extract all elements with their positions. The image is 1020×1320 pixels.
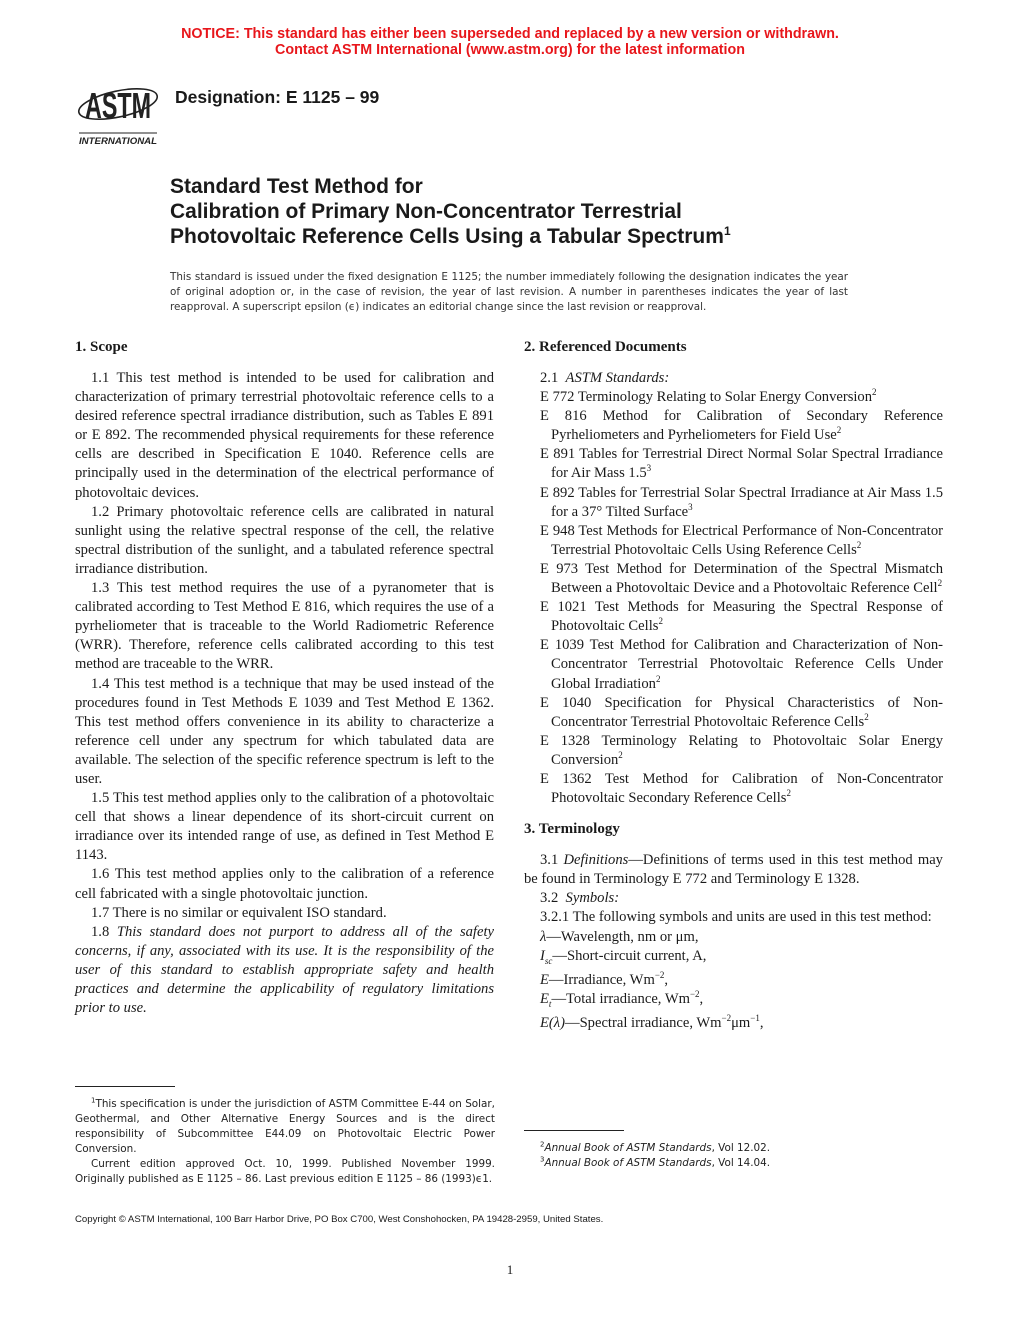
reference-text: E 1328 Terminology Relating to Photovoltaic Solar Energy Conversion — [540, 732, 943, 768]
reference-item — [524, 770, 943, 808]
paragraph-italic-text: This standard does not purport to address all of the safety concerns, if any, associated with its use. It is the responsibility of the user of this standard to establish appropriate safety and health practices and determine the applicability of regulatory limitations prior to use. — [75, 923, 494, 1017]
symbol: I — [540, 947, 545, 964]
reference-text: E 892 Tables for Terrestrial Solar Spectral Irradiance at Air Mass 1.5 for a 37° Tilted Surface — [540, 484, 943, 520]
reference-text: E 1040 Specification for Physical Characteristics of Non-Concentrator Terrestrial Photovoltaic Reference Cells — [540, 694, 943, 730]
reference-text: E 1021 Test Methods for Measuring the Spectral Response of Photovoltaic Cells — [540, 599, 943, 635]
scope-paragraph — [75, 865, 494, 903]
paragraph-text: This test method applies only to the calibration of a photovoltaic cell that shows a linear dependence of its short-circuit current on irradiance over its intended range of use, as defined in Test Method E 1143. — [75, 790, 494, 864]
reference-item — [524, 560, 943, 598]
symbol-meaning: —Spectral irradiance, Wm — [564, 1014, 722, 1031]
symbol: E — [540, 971, 549, 988]
footnote-ref: 2 — [856, 539, 862, 550]
title-line-3: Photovoltaic Reference Cells Using a Tabular Spectrum — [170, 225, 724, 248]
symbol-definition — [524, 928, 943, 947]
symbol-subscript: sc — [544, 955, 553, 966]
supersession-notice — [0, 27, 1020, 58]
paragraph-number: 1.5 — [91, 790, 110, 807]
reference-text: E 772 Terminology Relating to Solar Energy Conversion — [540, 389, 873, 406]
reference-item — [524, 598, 943, 636]
scope-paragraph — [75, 579, 494, 674]
preamble: This standard is issued under the fixed designation E 1125; the number immediately following the designation indicates the year of original adoption or, in the case of revision, the year of last revision. A number in parentheses indicates the year of last reapproval. A superscript epsilon (ϵ) indicates an editorial change since the last revision or reapproval. — [170, 271, 848, 313]
footnote-ref: 2 — [618, 750, 623, 761]
svg-text:INTERNATIONAL: INTERNATIONAL — [79, 136, 157, 146]
footnote-divider-left — [75, 1086, 175, 1087]
punctuation: , — [664, 971, 669, 988]
scope-paragraph — [75, 789, 494, 865]
right-column — [524, 338, 943, 1033]
footnote-text: , Vol 14.04. — [711, 1157, 771, 1169]
paragraph-text: Primary photovoltaic reference cells are calibrated in natural sunlight using the relative spectral response of the cell, the relative spectral distribution of the sunlight, and a tabulated reference spectral irradiance distribution. — [75, 503, 494, 577]
copyright: Copyright © ASTM International, 100 Barr Harbor Drive, PO Box C700, West Conshohocken, PA 19428-2959, United States. — [75, 1214, 604, 1225]
paragraph-number: 1.2 — [91, 503, 110, 520]
definitions-paragraph: 3.1 Definitions—Definitions of terms used in this test method may be found in Terminology E 772 and Terminology E 1328. — [524, 852, 943, 888]
paragraph-number: 1.7 — [91, 904, 110, 921]
designation: Designation: E 1125 – 99 — [175, 87, 380, 107]
reference-item — [524, 484, 943, 522]
reference-item — [524, 522, 943, 560]
footnote-italic: Annual Book of ASTM Standards — [544, 1157, 712, 1169]
reference-text: E 948 Test Methods for Electrical Performance of Non-Concentrator Terrestrial Photovoltaic Cells Using Reference Cells — [540, 522, 943, 558]
scope-paragraph — [75, 904, 494, 923]
scope-paragraph — [75, 503, 494, 579]
footnote-ref: 2 — [864, 711, 869, 722]
footnote-ref: 3 — [688, 501, 693, 512]
footnote-ref: 2 — [786, 788, 791, 799]
reference-list — [524, 388, 943, 808]
unit-exponent: −1 — [750, 1012, 760, 1023]
symbol-meaning: —Short-circuit current, A, — [552, 947, 707, 964]
reference-text: E 891 Tables for Terrestrial Direct Normal Solar Spectral Irradiance for Air Mass 1.5 — [540, 446, 943, 482]
footnote-number: 1 — [91, 1096, 96, 1105]
title-line-1: Standard Test Method for — [170, 175, 423, 198]
footnote-italic: Annual Book of ASTM Standards — [544, 1142, 712, 1154]
title-footnote-ref: 1 — [723, 224, 731, 238]
paragraph-number: 1.6 — [91, 866, 110, 883]
unit: μm — [731, 1014, 751, 1031]
symbol-definition — [524, 1014, 943, 1033]
reference-item — [524, 388, 943, 407]
footnote-text: , Vol 12.02. — [711, 1142, 771, 1154]
footnote-ref: 3 — [646, 463, 652, 474]
unit-exponent: −2 — [654, 969, 665, 980]
astm-logo — [76, 74, 160, 148]
referenced-documents-heading: 2. Referenced Documents — [524, 339, 687, 355]
symbols-intro: 3.2.1 The following symbols and units are used in this test method: — [540, 909, 932, 926]
scope-paragraph — [75, 675, 494, 790]
svg-text:ASTM: ASTM — [85, 85, 151, 126]
symbol-subscript: t — [548, 998, 552, 1009]
footnote-ref: 2 — [658, 616, 663, 627]
scope-paragraph — [75, 369, 494, 503]
reference-item — [524, 407, 943, 445]
page-number: 1 — [506, 1262, 514, 1277]
footnotes-right — [524, 1141, 944, 1171]
paragraph-text: This test method applies only to the calibration of a reference cell fabricated with a single photovoltaic junction. — [75, 866, 495, 902]
reference-text: E 1362 Test Method for Calibration of Non-Concentrator Photovoltaic Secondary Reference Cells — [540, 770, 943, 807]
title-line-2: Calibration of Primary Non-Concentrator Terrestrial — [170, 200, 682, 223]
paragraph-number: 1.4 — [91, 675, 110, 692]
footnote-text: Current edition approved Oct. 10, 1999. Published November 1999. Originally published as E 1125 – 86. Last previous edition E 1125 – 86 (1993)ϵ1. — [75, 1158, 495, 1185]
punctuation: , — [759, 1014, 764, 1031]
notice-line-2: Contact ASTM International (www.astm.org) for the latest information — [275, 41, 745, 58]
footnote — [75, 1157, 495, 1187]
footnote-ref: 2 — [655, 673, 661, 684]
footnote — [75, 1097, 495, 1157]
footnote — [524, 1141, 944, 1156]
reference-item — [524, 636, 943, 693]
reference-text: E 816 Method for Calibration of Secondary Reference Pyrheliometers and Pyrheliometers for Field Use — [540, 408, 943, 444]
symbol-meaning: —Irradiance, Wm — [548, 971, 655, 988]
paragraph-text: There is no similar or equivalent ISO standard. — [112, 904, 387, 921]
footnote-ref: 2 — [872, 387, 877, 398]
document-title — [170, 174, 731, 249]
astm-standards-intro: 2.1 ASTM Standards: — [540, 370, 670, 386]
footnote — [524, 1156, 944, 1171]
footnotes-left — [75, 1097, 495, 1187]
reference-item — [524, 694, 943, 732]
symbol: E(λ) — [540, 1014, 565, 1031]
paragraph-number: 1.3 — [91, 580, 110, 597]
paragraph-number: 1.8 — [91, 923, 110, 940]
scope-paragraph — [75, 923, 494, 1018]
footnote-divider-right — [524, 1130, 624, 1131]
paragraph-text: This test method is intended to be used for calibration and characterization of primary terrestrial photovoltaic reference cells to a desired reference spectral irradiance distribution, such as Tables E 891 or E 892. The recommended physical requirements for these reference cells are described in Specification E 1040. Reference cells are principally used in the determination of the electrical performance of photovoltaic devices. — [75, 370, 495, 501]
symbols-heading: 3.2 Symbols: — [540, 890, 620, 907]
symbol: λ — [540, 928, 547, 945]
reference-text: E 1039 Test Method for Calibration and Characterization of Non-Concentrator Terrestrial Photovoltaic Reference Cells Under Global Irradiation — [540, 637, 943, 692]
left-column — [75, 338, 494, 1018]
symbol-definition — [524, 947, 943, 971]
symbol-definition — [524, 971, 943, 990]
symbol-meaning: —Total irradiance, Wm — [551, 990, 690, 1007]
unit-exponent: −2 — [721, 1012, 732, 1023]
footnote-ref: 2 — [937, 578, 943, 589]
footnote-ref: 2 — [836, 425, 842, 436]
symbol: E — [540, 990, 549, 1007]
reference-item — [524, 732, 943, 770]
paragraph-text: This test method requires the use of a pyranometer that is calibrated according to Test Method E 816, which requires the use of a pyrheliometer that is traceable to the World Radiometric Reference (WRR). Therefore, reference cells calibrated according to this test method are traceable to the WRR. — [75, 580, 494, 673]
footnote-text: This specification is under the jurisdiction of ASTM Committee E-44 on Solar, Geothermal, and Other Alternative Energy Sources and is the direct responsibility of Subcommittee E44.09 on Photovoltaic Electric Power Conversion. — [75, 1098, 495, 1155]
unit-exponent: −2 — [689, 988, 700, 999]
paragraph-text: This test method is a technique that may be used instead of the procedures found in Test Methods E 1039 and Test Method E 1362. This test method offers convenience in its ability to characterize a reference cell under any spectrum for which tabulated data are available. The selection of the specific reference spectrum is left to the user. — [75, 675, 494, 787]
punctuation: , — [699, 990, 704, 1007]
notice-line-1: NOTICE: This standard has either been superseded and replaced by a new version or withdrawn. — [181, 26, 839, 42]
reference-item — [524, 445, 943, 483]
scope-heading: 1. Scope — [75, 339, 128, 355]
reference-text: E 973 Test Method for Determination of the Spectral Mismatch Between a Photovoltaic Device and a Photovoltaic Reference Cell — [540, 560, 943, 597]
symbol-list — [524, 928, 943, 1033]
scope-body — [75, 369, 494, 1018]
footnote-number: 3 — [540, 1155, 545, 1164]
paragraph-number: 1.1 — [91, 370, 110, 386]
symbol-meaning: —Wavelength, nm or μm, — [546, 928, 699, 945]
symbol-definition — [524, 990, 943, 1014]
terminology-heading: 3. Terminology — [524, 821, 620, 838]
footnote-number: 2 — [540, 1140, 545, 1149]
